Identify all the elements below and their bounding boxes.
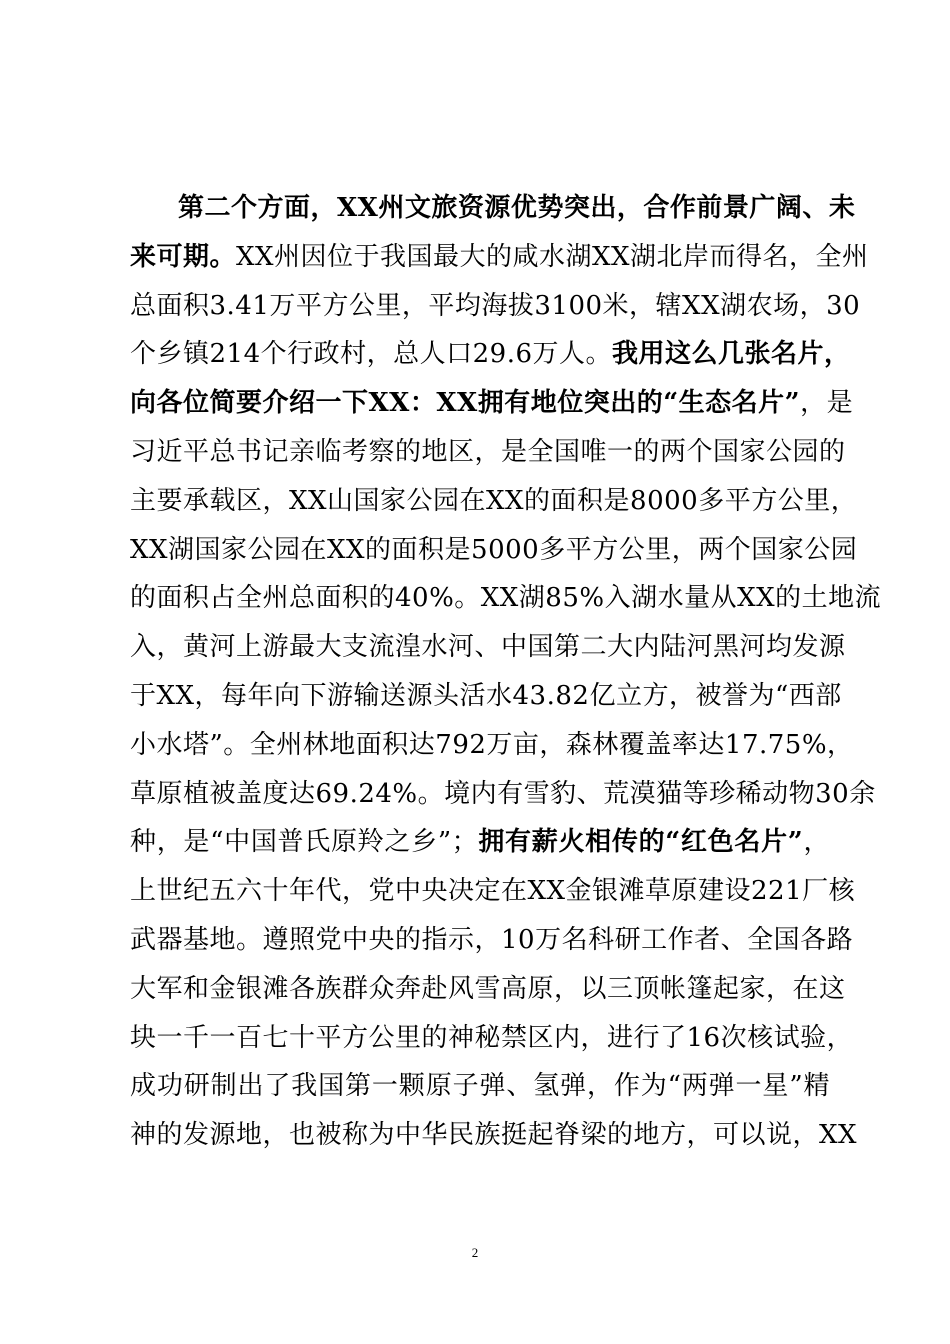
text-line [130, 720, 854, 770]
text-line [130, 525, 858, 575]
text-line [130, 769, 876, 819]
bold-text-segment: 拥有薪火相传的“红色名片” [478, 827, 804, 858]
text-segment: 入，黄河上游最大支流湟水河、中国第二大内陆河黑河均发源 [130, 632, 846, 663]
bold-text-segment: 我用这么几张名片， [612, 339, 851, 370]
text-segment: 主要承载区，XX山国家公园在XX的面积是8000多平方公里， [130, 485, 858, 516]
text-segment: 大军和金银滩各族群众奔赴风雪高原，以三顶帐篷起家，在这 [130, 973, 846, 1004]
text-line [130, 427, 846, 477]
text-segment: 总面积3.41万平方公里，平均海拔3100米，辖XX湖农场，30 [130, 290, 861, 321]
text-line [130, 329, 851, 379]
text-segment: ，是 [800, 388, 854, 419]
text-line [130, 378, 854, 428]
text-segment: 成功研制出了我国第一颗原子弹、氢弹，作为“两弹一星”精 [130, 1071, 830, 1102]
text-segment: 神的发源地，也被称为中华民族挺起脊梁的地方，可以说，XX [130, 1120, 858, 1151]
text-segment: 小水塔”。全州林地面积达792万亩，森林覆盖率达17.75%， [130, 729, 854, 760]
text-line [130, 1110, 858, 1160]
bold-text-segment: 来可期。 [130, 241, 237, 272]
text-line [130, 1061, 830, 1111]
text-segment: 块一千一百七十平方公里的神秘禁区内，进行了16次核试验， [130, 1022, 854, 1053]
text-line [130, 915, 854, 965]
text-line [130, 281, 861, 331]
text-segment: 的面积占全州总面积的40%。XX湖85%入湖水量从XX的土地流 [130, 583, 882, 614]
text-segment: XX湖国家公园在XX的面积是5000多平方公里，两个国家公园 [130, 534, 858, 565]
text-line [178, 183, 856, 233]
text-segment: 于XX，每年向下游输送源头活水43.82亿立方，被誉为“西部 [130, 681, 842, 711]
text-segment: 草原植被盖度达69.24%。境内有雪豹、荒漠猫等珍稀动物30余 [130, 778, 876, 809]
text-line [130, 964, 846, 1014]
page-number: 2 [471, 1245, 479, 1260]
text-line [130, 671, 842, 721]
text-segment: 种，是“中国普氏原羚之乡”； [130, 827, 479, 858]
text-line [130, 817, 830, 867]
text-segment: 个乡镇214个行政村，总人口29.6万人。 [130, 339, 613, 370]
text-segment: 上世纪五六十年代，党中央决定在XX金银滩草原建设221厂核 [130, 876, 856, 907]
text-segment: XX州因位于我国最大的咸水湖XX湖北岸而得名，全州 [236, 241, 869, 272]
bold-text-segment: 第二个方面，XX州文旅资源优势突出，合作前景广阔、未 [178, 193, 856, 223]
text-line [130, 1013, 854, 1063]
text-segment: 武器基地。遵照党中央的指示，10万名科研工作者、全国各路 [130, 925, 854, 955]
text-line [130, 866, 856, 916]
text-segment: ， [803, 827, 830, 858]
text-line [130, 622, 846, 672]
text-line [130, 476, 858, 526]
text-segment: 习近平总书记亲临考察的地区，是全国唯一的两个国家公园的 [130, 437, 846, 467]
text-line [130, 573, 882, 623]
text-line [130, 232, 869, 282]
bold-text-segment: 向各位简要介绍一下XX：XX拥有地位突出的“生态名片” [130, 388, 801, 419]
